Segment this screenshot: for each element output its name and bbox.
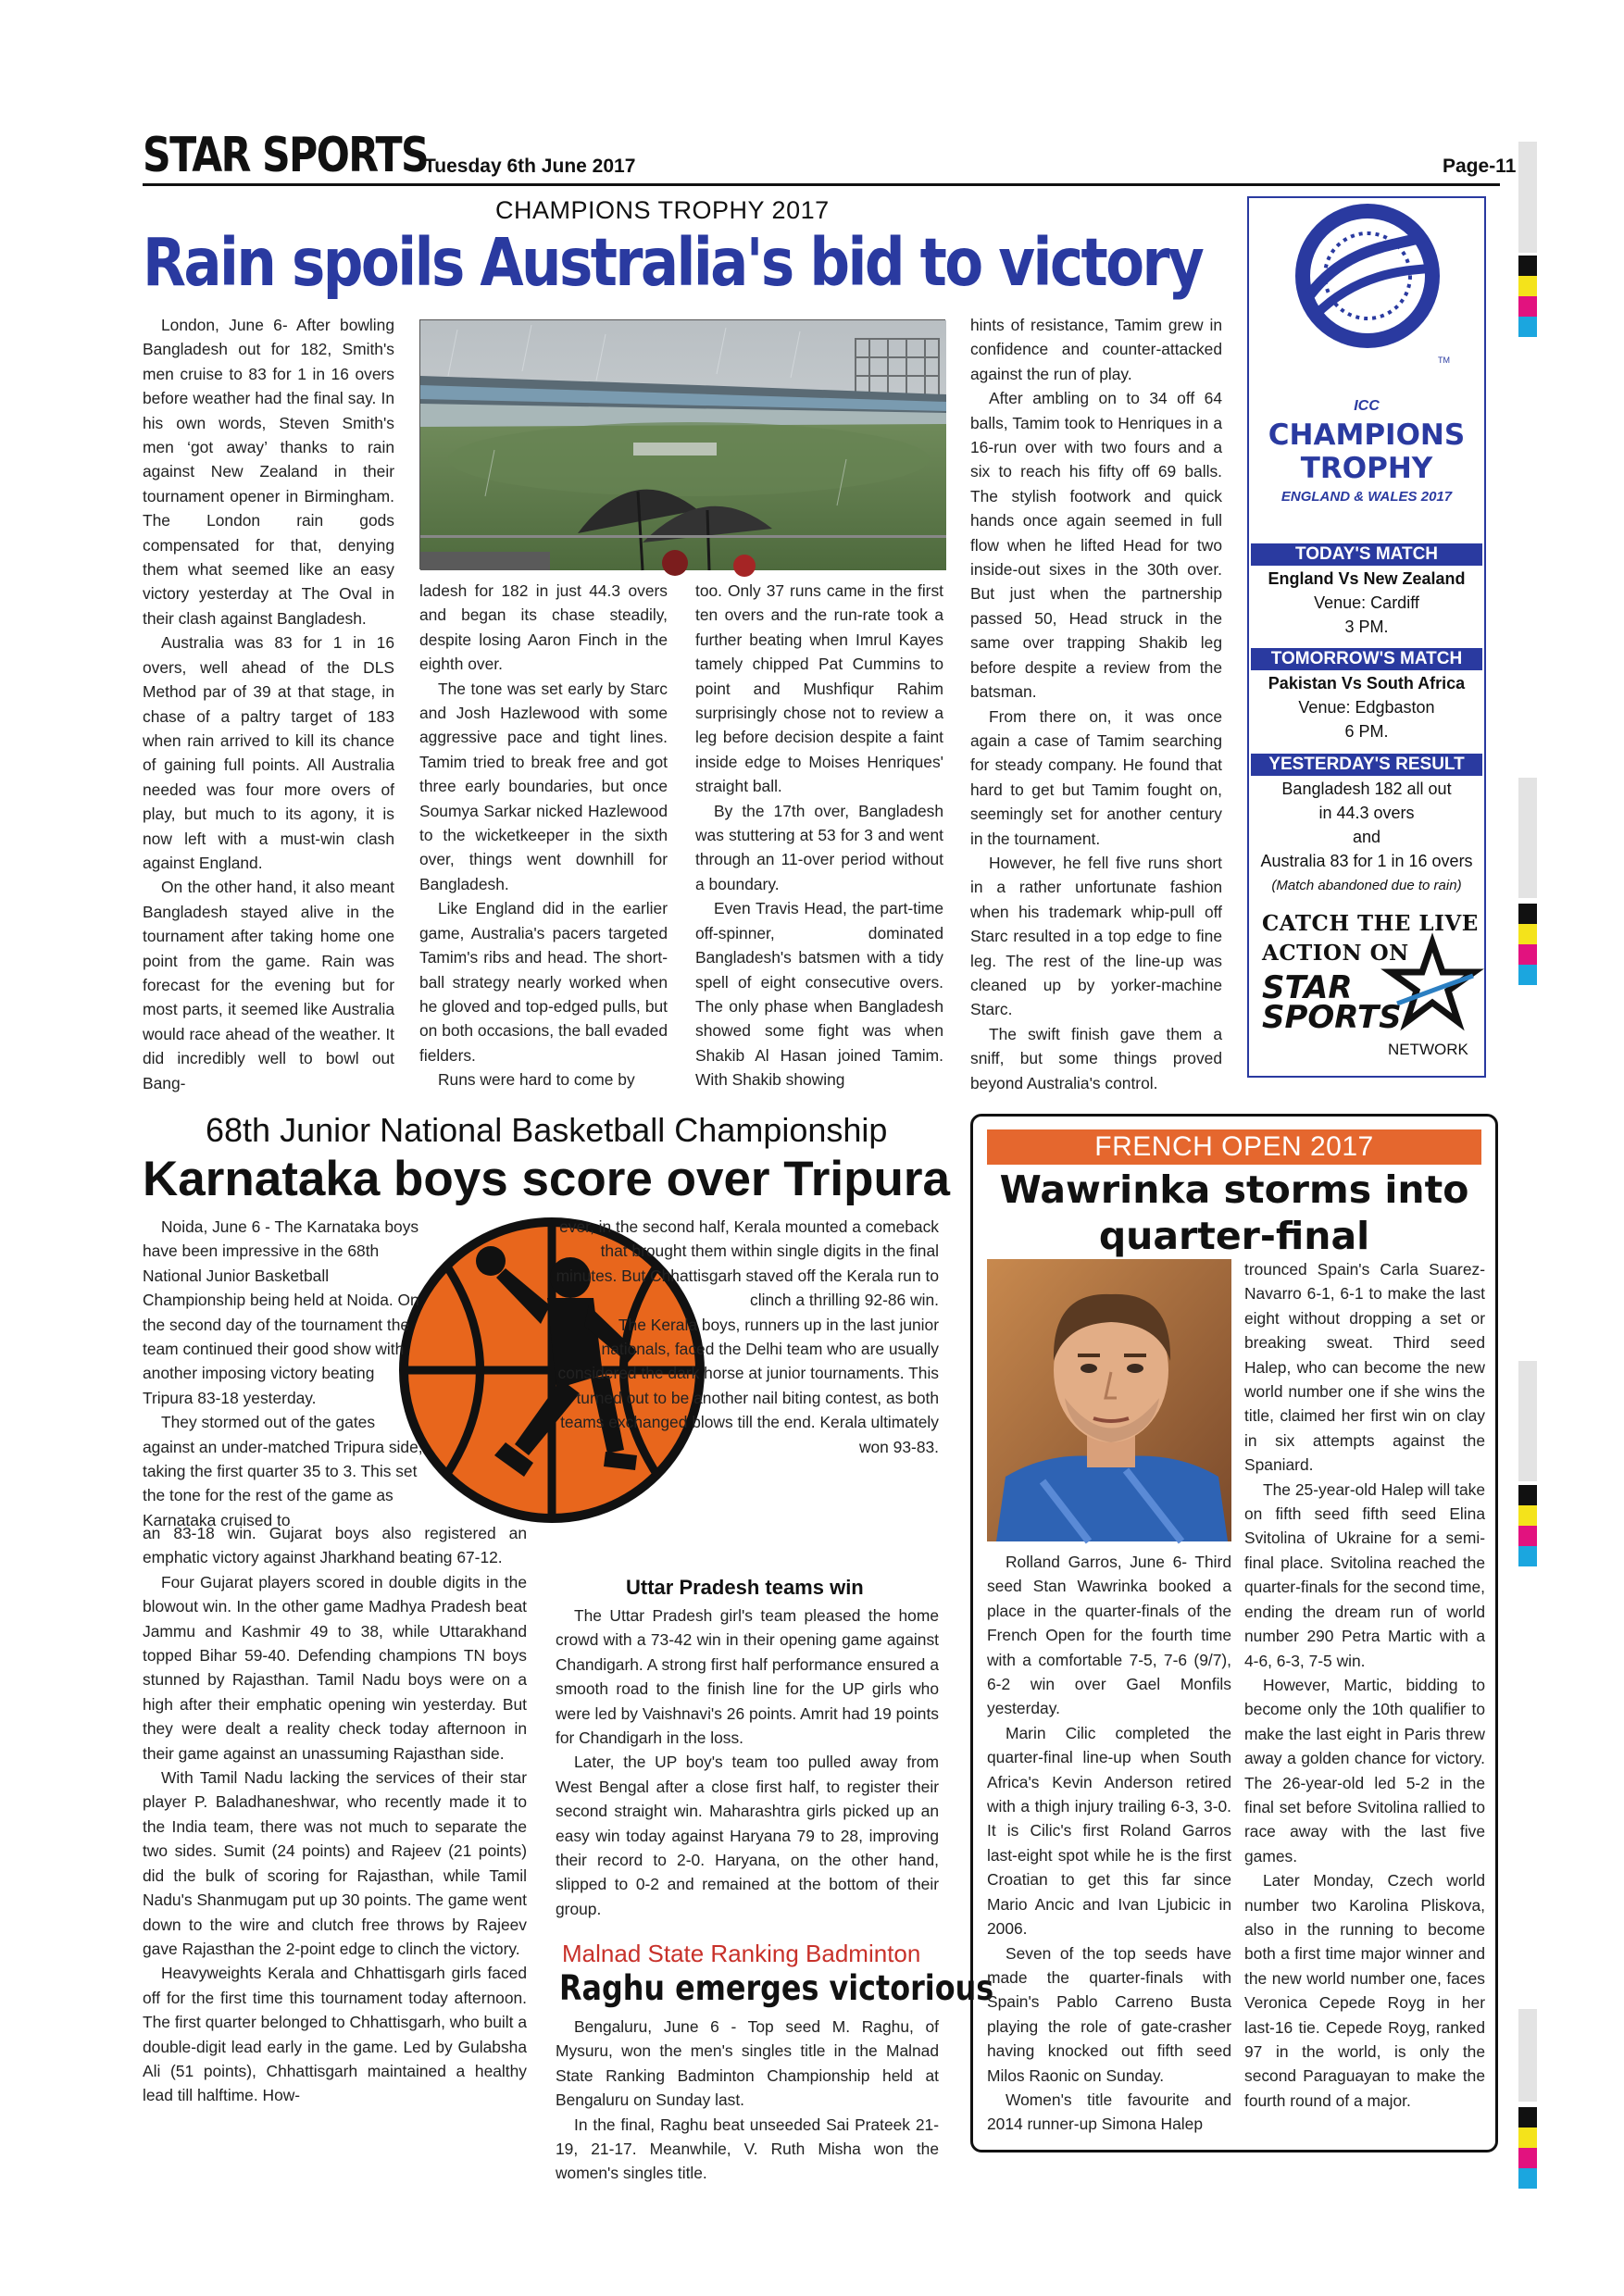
- registration-yellow: [1518, 276, 1537, 296]
- logo-trophy: TROPHY: [1300, 452, 1433, 485]
- print-strip-top: [1518, 142, 1537, 253]
- lead-column-3: [695, 579, 943, 1092]
- lead-col1-para: Australia was 83 for 1 in 16 overs, well ahead of the DLS Method par of 39 at that stage, in chase of a paltry target of 183 when rain arrived to kill its chance of gaining full points. All Australia needed was four more overs of play, but much to its agony, it is now left with a must-win clash against England.: [143, 633, 394, 872]
- up-teams-para: Later, the UP boy's team too pulled away from West Bengal after a close first half, to register their second straight win. Maharashtra girls picked up an easy win today against Haryana 79 to 28, improving their record to 2-0. Haryana, on the other hand, slipped to 0-2 and remained at the bottom of their group.: [556, 1753, 939, 1918]
- brand-network: NETWORK: [1388, 1041, 1468, 1058]
- logo-champions: CHAMPIONS: [1268, 418, 1466, 452]
- lead-col4-para: However, he fell five runs short in a rather unfortunate fashion when his trademark whip-pull off Starc resulted in a top edge to fine leg. The rest of the line-up was cleaned up by yorker-machine Starc.: [970, 853, 1222, 1019]
- french-open-para: Later Monday, Czech world number two Karolina Pliskova, also in the running to become both a first time major winner and the new world number one, faces Veronica Cepede Royg in her last-16 tie. Cepede Royg, ranked 97 in the world, is only the second Paraguayan to make the fourth round of a major.: [1244, 1871, 1485, 2110]
- print-strip-lower: [1518, 1361, 1537, 1481]
- french-open-para: Women's title favourite and 2014 runner-up Simona Halep: [987, 2090, 1231, 2134]
- yesterday-result-label: YESTERDAY'S RESULT: [1251, 754, 1482, 776]
- lead-column-2: [419, 579, 668, 1092]
- champions-trophy-logo-icon: [1282, 209, 1453, 413]
- todays-time: 3 PM.: [1344, 618, 1389, 636]
- yesterday-result-line: Australia 83 for 1 in 16 overs: [1260, 852, 1473, 870]
- registration-black-2: [1518, 904, 1537, 924]
- basketball-para: Four Gujarat players scored in double digits in the blowout win. In the other game Madhya Pradesh beat Jammu and Kashmir 49 to 38, while Uttarakhand topped Bihar 59-40. Defending champions TN boys stunned by Rajasthan. Tamil Nadu boys were on a high after their emphatic opening win yesterday. But they were dealt a reality check today afternoon in their game against an unassuming Rajasthan side.: [143, 1572, 527, 1763]
- registration-magenta-3: [1518, 1526, 1537, 1546]
- french-open-para: Marin Cilic completed the quarter-final line-up when South Africa's Kevin Anderson retired with a thigh injury trailing 6-3, 3-0. It is Cilic's first Roland Garros last-eight spot while he is the first Croatian to get this far since Mario Ancic and Ivan Ljubicic in 2006.: [987, 1723, 1231, 1939]
- french-open-para: The 25-year-old Halep will take on fifth seed fifth seed Elina Svitolina of Ukraine for a semi-final place. Svitolina reached the quarter-finals for the second time, ending the dream run of world number 290 Petra Martic with a 4-6, 6-3, 7-5 win.: [1244, 1479, 1485, 1670]
- yesterday-result-note: (Match abandoned due to rain): [1271, 878, 1462, 893]
- basketball-right-wrap: [556, 1215, 939, 1576]
- todays-match-label: TODAY'S MATCH: [1251, 543, 1482, 566]
- brand-sports: SPORTS: [1262, 999, 1402, 1036]
- badminton-para: In the final, Raghu beat unseeded Sai Prateek 21-19, 21-17. Meanwhile, V. Ruth Misha won the women's singles title.: [556, 2115, 939, 2183]
- tomorrows-match-label: TOMORROW'S MATCH: [1251, 648, 1482, 670]
- basketball-para: They stormed out of the gates against an under-matched Tripura side, taking the first quarter 35 to 3. This set the tone for the rest of the game as Karnataka cruised to: [143, 1413, 423, 1529]
- registration-cyan-2: [1518, 965, 1537, 985]
- french-open-para: Rolland Garros, June 6- Third seed Stan Wawrinka booked a place in the quarter-finals of the French Open for the fourth time with a comfortable 7-5, 7-6 (9/7), 6-2 win over Gael Monfils yesterday.: [987, 1553, 1231, 1718]
- basketball-para: Noida, June 6 - The Karnataka boys have been impressive in the 68th National Junior Basketball Championship being held at Noida. On the second day of the tournament the team continued their good show with another imposing victory beating Tripura 83-18 yesterday.: [143, 1217, 419, 1407]
- catch-line-2: ACTION ON: [1262, 941, 1409, 966]
- lead-kicker: CHAMPIONS TROPHY 2017: [495, 196, 830, 224]
- lead-col2-para: Runs were hard to come by: [438, 1070, 635, 1090]
- lead-col3-para: Even Travis Head, the part-time off-spinner, dominated Bangladesh's batsmen with a tidy spell of eight consecutive overs. The only phase when Bangladesh showed some fight was when Shakib Al Hasan joined Tamim. With Shakib showing: [695, 899, 943, 1090]
- lead-col4-para: From there on, it was once again a case of Tamim searching for steady company. He found that hard to get but Tamim fought on, seemingly set for another century in the tournament.: [970, 706, 1222, 848]
- registration-yellow-2: [1518, 924, 1537, 944]
- yesterday-result-line: and: [1352, 828, 1381, 846]
- lead-col2-para: The tone was set early by Starc and Josh Hazlewood with some aggressive pace and tight lines. Tamim tried to break free and got three early boundaries, but once Soumya Sarkar nicked Hazlewood to the wicketkeeper in the sixth over, things went downhill for Bangladesh.: [419, 679, 668, 893]
- registration-cyan-3: [1518, 1546, 1537, 1566]
- french-open-column-2: [1244, 1257, 1485, 2142]
- tomorrows-match: Pakistan Vs South Africa: [1268, 674, 1466, 693]
- logo-host: ENGLAND & WALES 2017: [1280, 489, 1453, 505]
- basketball-left-column: [143, 1521, 527, 2169]
- basketball-left-wrap: [143, 1215, 426, 1529]
- badminton-column: [556, 2015, 939, 2183]
- up-teams-para: The Uttar Pradesh girl's team pleased the home crowd with a 73-42 win in their opening game against Chandigarh. A strong first half performance ensured a smooth road to the finish line for the UP girls who were led by Vaishnavi's 26 points. Amrit had 19 points for Chandigarh in the loss.: [556, 1606, 939, 1748]
- registration-magenta-4: [1518, 2148, 1537, 2168]
- lead-col2-para: ladesh for 182 in just 44.3 overs and began its chase steadily, despite losing Aaron Finch in the eighth over.: [419, 581, 668, 674]
- basketball-para: Heavyweights Kerala and Chhattisgarh girls faced off for the first time this tournament today afternoon. The first quarter belonged to Chhattisgarh, who built a double-digit lead early in the game. Led by Gulabsha Ali (51 points), Chhattisgarh maintained a healthy lead till halftime. How-: [143, 1964, 527, 2105]
- french-open-column-1: [987, 1550, 1231, 2142]
- lead-column-4: [970, 313, 1222, 1092]
- registration-cyan: [1518, 317, 1537, 337]
- up-teams-heading: Uttar Pradesh teams win: [626, 1576, 864, 1599]
- registration-black-3: [1518, 1485, 1537, 1505]
- lead-col4-para: The swift finish gave them a sniff, but some things proved beyond Australia's control.: [970, 1024, 1222, 1092]
- yesterday-result-line: in 44.3 overs: [1318, 804, 1415, 822]
- tomorrows-venue: Venue: Edgbaston: [1298, 698, 1435, 717]
- player-portrait-image: [987, 1259, 1231, 1541]
- registration-yellow-3: [1518, 1505, 1537, 1526]
- registration-black-4: [1518, 2107, 1537, 2128]
- print-strip-bottom: [1518, 2009, 1537, 2102]
- basketball-para: With Tamil Nadu lacking the services of their star player P. Baladhaneshwar, who recently made it to the India team, there was not much to separate the two sides. Sumit (24 points) and Rajeev (21 points) did the bulk of scoring for Rajasthan, while Tamil Nadu's Shanmugam put up 30 points. The game went down to the wire and clutch free throws by Rajeev gave Rajasthan the 2-point edge to clinch the victory.: [143, 1768, 527, 1958]
- basketball-para: an 83-18 win. Gujarat boys also registered an emphatic victory against Jharkhand beating 67-12.: [143, 1524, 527, 1567]
- basketball-kicker: 68th Junior National Basketball Championship: [206, 1111, 888, 1149]
- stadium-rain-image: [420, 320, 946, 570]
- badminton-headline: Raghu emerges victorious: [559, 1968, 994, 2008]
- lead-column-1: [143, 313, 394, 1092]
- basketball-para: The Kerala boys, runners up in the last junior nationals, faced the Delhi team who are usually considered the dark horse at junior tournaments. This turned out to be another nail biting contest, as both teams exchanged blows till the end. Kerala ultimately won 93-83.: [557, 1315, 939, 1456]
- yesterday-result-line: Bangladesh 182 all out: [1281, 780, 1452, 798]
- wawrinka-photo: [987, 1259, 1231, 1541]
- logo-icc-text: ICC: [1354, 398, 1380, 414]
- print-strip-mid: [1518, 778, 1537, 898]
- french-open-para: trounced Spain's Carla Suarez-Navarro 6-1, 6-1 to make the last eight without dropping a set or breaking sweat. Third seed Halep, who can become the new world number one if she wins the title, claimed her first win on clay in six attempts against the Spaniard.: [1244, 1260, 1485, 1475]
- page-number: Page-11: [1443, 156, 1517, 177]
- lead-headline: Rain spoils Australia's bid to victory: [143, 224, 1203, 301]
- basketball-para: ever, in the second half, Kerala mounted a comeback that brought them within single digits in the final minutes. But Chhattisgarh staved off the Kerala run to clinch a thrilling 92-86 win.: [556, 1217, 939, 1310]
- french-open-band: FRENCH OPEN 2017: [987, 1129, 1481, 1165]
- fixtures-sidebar: [1247, 196, 1486, 1078]
- registration-magenta: [1518, 296, 1537, 317]
- registration-yellow-4: [1518, 2128, 1537, 2148]
- todays-venue: Venue: Cardiff: [1314, 593, 1419, 612]
- french-open-headline: Wawrinka storms into quarter-final: [999, 1167, 1469, 1258]
- registration-cyan-4: [1518, 2168, 1537, 2189]
- masthead-title: STAR SPORTS: [143, 128, 429, 183]
- basketball-headline: Karnataka boys score over Tripura: [143, 1152, 950, 1206]
- logo-tm: TM: [1438, 356, 1450, 365]
- masthead-rule: [143, 183, 1500, 186]
- brand-star: STAR: [1262, 969, 1353, 1006]
- lead-col2-para: Like England did in the earlier game, Australia's pacers targeted Tamim's ribs and head. The short-ball strategy nearly worked when he gloved and top-edged pulls, but on both occasions, the ball evaded fielders.: [419, 899, 668, 1065]
- lead-col3-para: too. Only 37 runs came in the first ten overs and the run-rate took a further beating when Imrul Kayes tamely chipped Pat Cummins to point and Mushfiqur Rahim surprisingly chose not to review a leg before decision despite a faint inside edge to Moises Henriques' straight ball.: [695, 581, 943, 796]
- registration-black: [1518, 256, 1537, 276]
- lead-col1-para: On the other hand, it also meant Bangladesh stayed alive in the tournament after taking home one point from the game. Rain was forecast for the evening but for most parts, it seemed like Australia would race ahead of the weather. It did incredibly well to bowl out Bang-: [143, 878, 394, 1092]
- lead-col3-para: By the 17th over, Bangladesh was stuttering at 53 for 3 and went through an 11-over period without a boundary.: [695, 801, 943, 893]
- tomorrows-time: 6 PM.: [1344, 722, 1389, 741]
- up-teams-column: [556, 1603, 939, 1918]
- badminton-para: Bengaluru, June 6 - Top seed M. Raghu, of Mysuru, won the men's singles title in the Malnad State Ranking Badminton Championship held at Bengaluru on Sunday last.: [556, 2017, 939, 2110]
- lead-col1-para: London, June 6- After bowling Bangladesh out for 182, Smith's men cruise to 83 for 1 in 16 overs before weather had the final say. In his own words, Steven Smith's men ‘got away’ thanks to rain against New Zealand in their tournament opener in Birmingham. The London rain gods compensated for that, denying them what seemed like an easy victory yesterday at The Oval in their clash against Bangladesh.: [143, 316, 394, 628]
- todays-match: England Vs New Zealand: [1268, 569, 1466, 588]
- registration-magenta-2: [1518, 944, 1537, 965]
- french-open-para: However, Martic, bidding to become only the 10th qualifier to make the last eight in Paris threw away a golden chance for victory. The 26-year-old led 5-2 in the final set before Svitolina rallied to race away with the last five games.: [1244, 1675, 1485, 1866]
- badminton-kicker: Malnad State Ranking Badminton: [562, 1940, 921, 1967]
- issue-date: Tuesday 6th June 2017: [424, 156, 636, 177]
- french-open-para: Seven of the top seeds have made the quarter-finals with Spain's Pablo Carreno Busta playing the role of gate-crasher having knocked out fifth seed Milos Raonic on Sunday.: [987, 1943, 1231, 2085]
- oval-rain-photo: [419, 319, 945, 569]
- catch-line-1: CATCH THE LIVE: [1262, 911, 1479, 936]
- lead-col4-para: After ambling on to 34 off 64 balls, Tamim took to Henriques in a 16-run over with two fours and a six to reach his fifty off 69 balls. The stylish footwork and quick hands once again seemed in full flow when he lifted Head for two inside-out sixes in the 30th over. But just when the partnership passed 50, Head struck in the same over trapping Shakib leg before despite a review from the batsman.: [970, 389, 1222, 702]
- lead-col4-para: hints of resistance, Tamim grew in confidence and counter-attacked against the run of play.: [970, 316, 1222, 383]
